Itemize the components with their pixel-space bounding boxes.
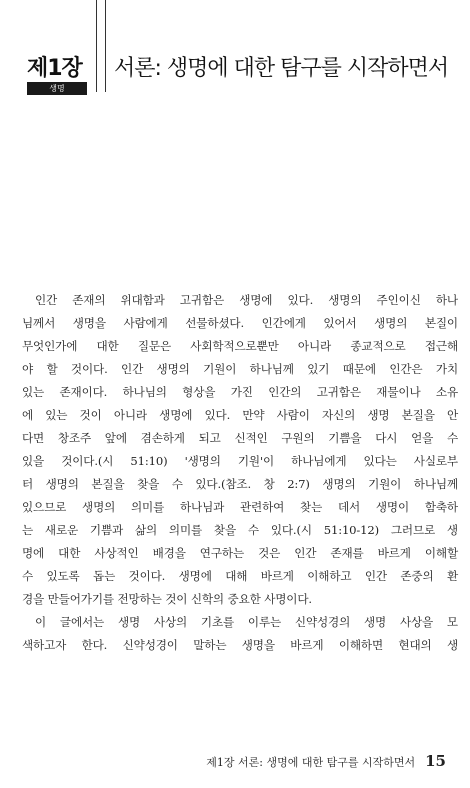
text-line: 무엇인가에 대한 질문은 사회학적으로뿐만 아니라 종교적으로 접근해 <box>22 339 458 353</box>
chapter-tag: 생명 <box>27 82 87 95</box>
chapter-number: 제1장 <box>27 56 82 81</box>
text-line: 수 있도록 돕는 것이다. 생명에 대해 바르게 이해하고 인간 존중의 환 <box>22 569 458 583</box>
body-text <box>22 289 458 657</box>
text-line: 님께서 생명을 사람에게 선물하셨다. 인간에게 있어서 생명의 본질이 <box>22 316 458 330</box>
page-footer <box>206 752 446 770</box>
chapter-header <box>0 0 470 100</box>
text-line: 이 글에서는 생명 사상의 기초를 이루는 신약성경의 생명 사상을 모 <box>35 615 458 629</box>
text-line: 야 할 것이다. 인간 생명의 기원이 하나님께 있기 때문에 인간은 가치 <box>22 362 458 376</box>
chapter-title: 서론: 생명에 대한 탐구를 시작하면서 <box>114 56 449 81</box>
text-line: 색하고자 한다. 신약성경이 말하는 생명을 바르게 이해하면 현대의 생 <box>22 638 458 652</box>
text-line: 인간 존재의 위대함과 고귀함은 생명에 있다. 생명의 주인이신 하나 <box>35 293 458 307</box>
text-line: 있는 존재이다. 하나님의 형상을 가진 인간의 고귀함은 재물이나 소유 <box>22 385 458 399</box>
text-line: 다면 창조주 앞에 겸손하게 되고 신적인 구원의 기쁨을 다시 얻을 수 <box>22 431 458 445</box>
running-title: 제1장 서론: 생명에 대한 탐구를 시작하면서 <box>206 756 416 769</box>
divider-line <box>105 0 106 92</box>
divider-line <box>96 0 97 92</box>
text-line: 있으므로 생명의 의미를 하나님과 관련하여 찾는 데서 생명이 함축하 <box>22 500 458 514</box>
text-line: 경을 만들어가기를 전망하는 것이 신학의 중요한 사명이다. <box>22 592 312 606</box>
text-line: 에 있는 것이 아니라 생명에 있다. 만약 사람이 자신의 생명 본질을 안 <box>22 408 458 422</box>
text-line: 는 새로운 기쁨과 삶의 의미를 찾을 수 있다.(시 51:10-12) 그러므로 생 <box>22 523 458 537</box>
page-number: 15 <box>425 752 446 770</box>
text-line: 터 생명의 본질을 찾을 수 있다.(참조. 창 2:7) 생명의 기원이 하나님께 <box>22 477 458 491</box>
text-line: 명에 대한 사상적인 배경을 연구하는 것은 인간 존재를 바르게 이해할 <box>22 546 458 560</box>
text-line: 있을 것이다.(시 51:10) '생명의 기원'이 하나님에게 있다는 사실로부 <box>22 454 458 468</box>
